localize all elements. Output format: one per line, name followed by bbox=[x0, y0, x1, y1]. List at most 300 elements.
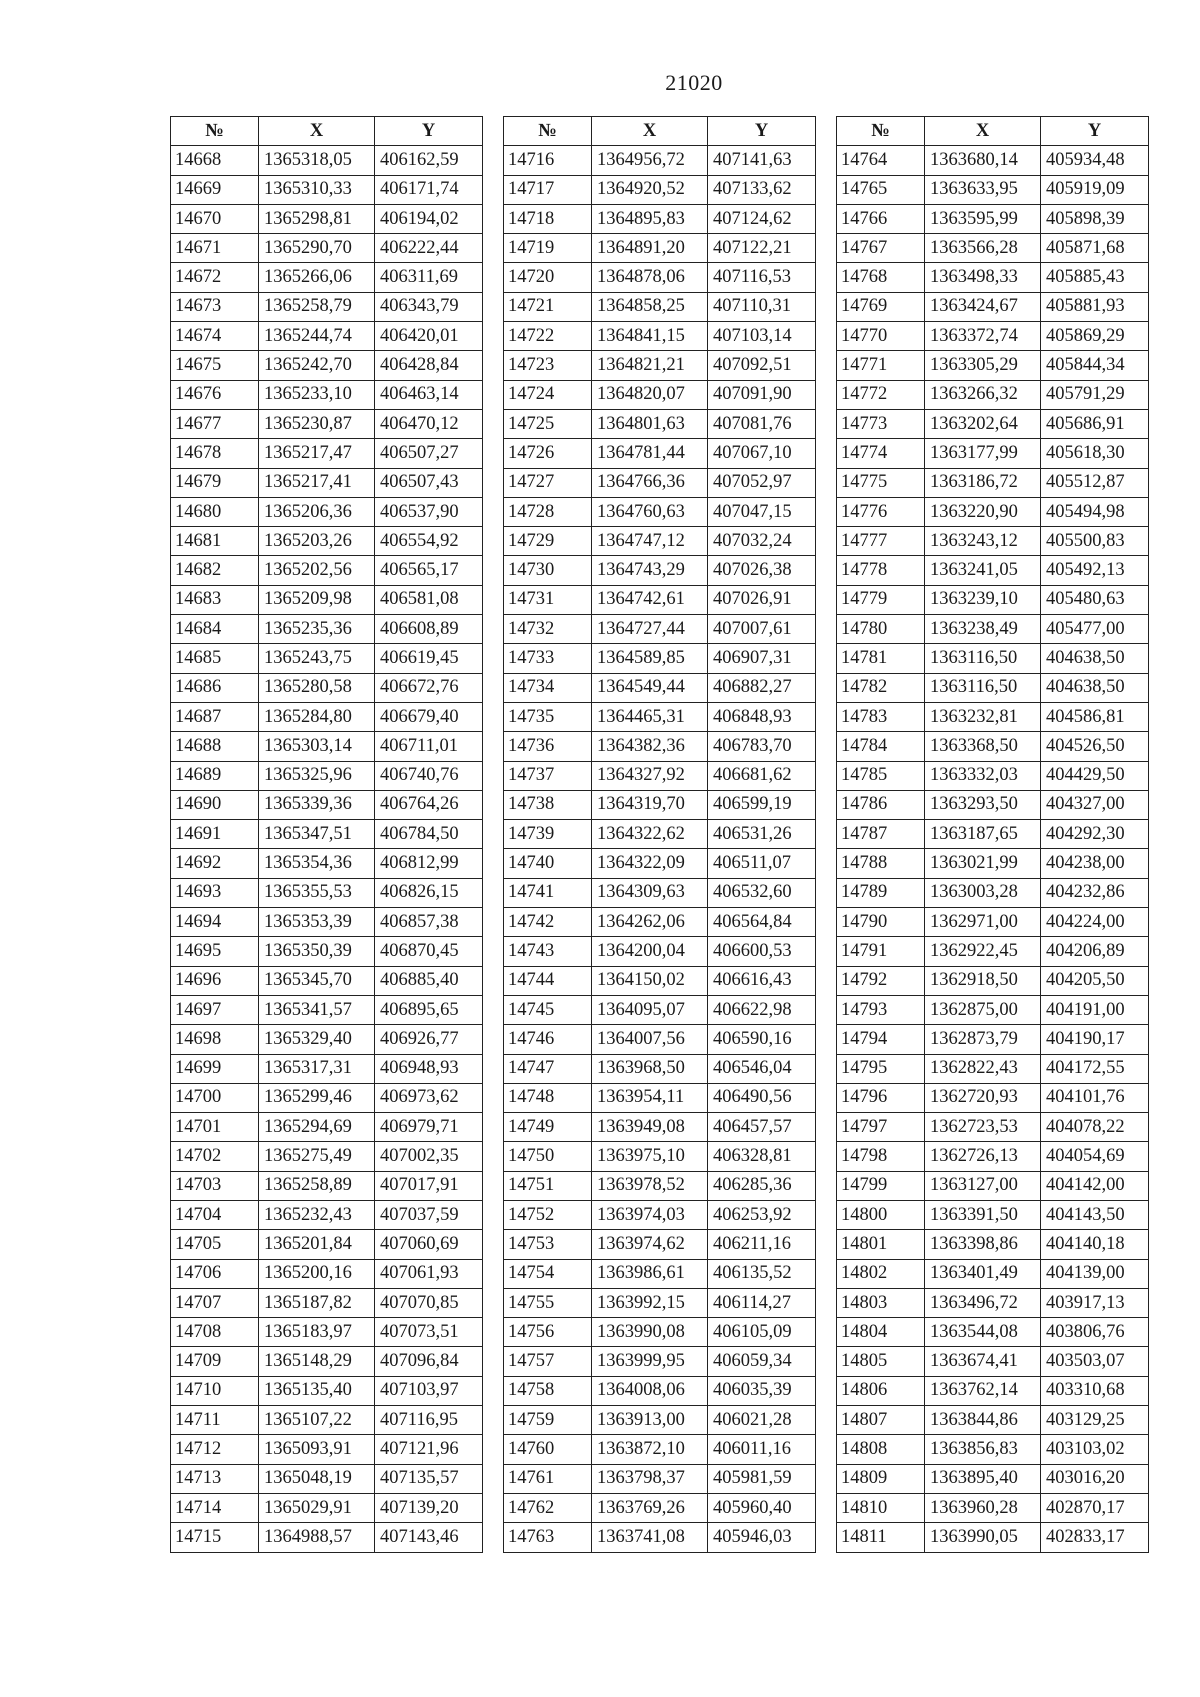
table-row bbox=[504, 615, 816, 644]
table-row bbox=[171, 380, 483, 409]
table-row bbox=[837, 497, 1149, 526]
point-number-cell: 14793 bbox=[837, 995, 925, 1024]
table-row bbox=[171, 292, 483, 321]
table-row bbox=[837, 175, 1149, 204]
coordinate-y-cell: 406926,77 bbox=[375, 1025, 483, 1054]
point-number-cell: 14801 bbox=[837, 1230, 925, 1259]
table-row bbox=[837, 1464, 1149, 1493]
point-number-cell: 14767 bbox=[837, 234, 925, 263]
coordinate-y-cell: 406285,36 bbox=[708, 1171, 816, 1200]
table-row bbox=[171, 1347, 483, 1376]
coordinate-y-cell: 406784,50 bbox=[375, 820, 483, 849]
point-number-cell: 14782 bbox=[837, 673, 925, 702]
column-header-number: № bbox=[171, 117, 259, 146]
point-number-cell: 14672 bbox=[171, 263, 259, 292]
point-number-cell: 14746 bbox=[504, 1025, 592, 1054]
point-number-cell: 14756 bbox=[504, 1318, 592, 1347]
point-number-cell: 14760 bbox=[504, 1435, 592, 1464]
table-row bbox=[504, 1288, 816, 1317]
point-number-cell: 14773 bbox=[837, 409, 925, 438]
table-row bbox=[504, 527, 816, 556]
table-row bbox=[837, 1376, 1149, 1405]
coordinate-x-cell: 1365347,51 bbox=[259, 820, 375, 849]
column-header-x: X bbox=[925, 117, 1041, 146]
table-row bbox=[504, 1171, 816, 1200]
table-row bbox=[504, 175, 816, 204]
coordinate-y-cell: 407110,31 bbox=[708, 292, 816, 321]
coordinate-y-cell: 405869,29 bbox=[1041, 322, 1149, 351]
coordinate-y-cell: 407060,69 bbox=[375, 1230, 483, 1259]
coordinate-x-cell: 1364095,07 bbox=[592, 995, 708, 1024]
coordinate-x-cell: 1365325,96 bbox=[259, 761, 375, 790]
coordinate-x-cell: 1365329,40 bbox=[259, 1025, 375, 1054]
coordinate-x-cell: 1364956,72 bbox=[592, 146, 708, 175]
coordinate-y-cell: 402833,17 bbox=[1041, 1523, 1149, 1552]
coordinate-x-cell: 1363974,62 bbox=[592, 1230, 708, 1259]
table-row bbox=[837, 556, 1149, 585]
point-number-cell: 14796 bbox=[837, 1083, 925, 1112]
coordinate-x-cell: 1363992,15 bbox=[592, 1288, 708, 1317]
coordinate-x-cell: 1365048,19 bbox=[259, 1464, 375, 1493]
table-row bbox=[504, 1200, 816, 1229]
table-row bbox=[504, 908, 816, 937]
point-number-cell: 14757 bbox=[504, 1347, 592, 1376]
coordinate-x-cell: 1363186,72 bbox=[925, 468, 1041, 497]
point-number-cell: 14799 bbox=[837, 1171, 925, 1200]
page-number: 21020 bbox=[665, 70, 723, 95]
point-number-cell: 14745 bbox=[504, 995, 592, 1024]
coordinate-x-cell: 1365258,89 bbox=[259, 1171, 375, 1200]
table-row bbox=[504, 1025, 816, 1054]
coordinate-x-cell: 1363978,52 bbox=[592, 1171, 708, 1200]
coordinate-y-cell: 405477,00 bbox=[1041, 615, 1149, 644]
coordinate-y-cell: 407073,51 bbox=[375, 1318, 483, 1347]
coordinate-x-cell: 1362918,50 bbox=[925, 966, 1041, 995]
coordinate-y-cell: 406490,56 bbox=[708, 1083, 816, 1112]
coordinate-x-cell: 1363368,50 bbox=[925, 732, 1041, 761]
coordinate-x-cell: 1364200,04 bbox=[592, 937, 708, 966]
coordinate-x-cell: 1363544,08 bbox=[925, 1318, 1041, 1347]
coordinate-y-cell: 406222,44 bbox=[375, 234, 483, 263]
coordinate-x-cell: 1365294,69 bbox=[259, 1113, 375, 1142]
coordinate-x-cell: 1363116,50 bbox=[925, 644, 1041, 673]
table-row bbox=[837, 1435, 1149, 1464]
table-row bbox=[837, 468, 1149, 497]
coordinate-y-cell: 406507,27 bbox=[375, 439, 483, 468]
point-number-cell: 14749 bbox=[504, 1113, 592, 1142]
coordinate-x-cell: 1362723,53 bbox=[925, 1113, 1041, 1142]
coordinate-y-cell: 405871,68 bbox=[1041, 234, 1149, 263]
point-number-cell: 14784 bbox=[837, 732, 925, 761]
table-row bbox=[171, 1288, 483, 1317]
table-row bbox=[171, 556, 483, 585]
coordinate-x-cell: 1365275,49 bbox=[259, 1142, 375, 1171]
coordinate-y-cell: 405686,91 bbox=[1041, 409, 1149, 438]
coordinate-x-cell: 1364878,06 bbox=[592, 263, 708, 292]
coordinate-y-cell: 406740,76 bbox=[375, 761, 483, 790]
table-row bbox=[171, 146, 483, 175]
point-number-cell: 14704 bbox=[171, 1200, 259, 1229]
coordinates-table-2 bbox=[503, 116, 816, 1553]
coordinate-y-cell: 406885,40 bbox=[375, 966, 483, 995]
coordinate-y-cell: 403129,25 bbox=[1041, 1406, 1149, 1435]
coordinate-x-cell: 1363187,65 bbox=[925, 820, 1041, 849]
point-number-cell: 14763 bbox=[504, 1523, 592, 1552]
coordinate-x-cell: 1363633,95 bbox=[925, 175, 1041, 204]
point-number-cell: 14669 bbox=[171, 175, 259, 204]
coordinate-y-cell: 406507,43 bbox=[375, 468, 483, 497]
point-number-cell: 14731 bbox=[504, 585, 592, 614]
point-number-cell: 14786 bbox=[837, 790, 925, 819]
table-row bbox=[504, 322, 816, 351]
point-number-cell: 14792 bbox=[837, 966, 925, 995]
table-row bbox=[504, 1347, 816, 1376]
coordinate-x-cell: 1365243,75 bbox=[259, 644, 375, 673]
coordinate-x-cell: 1363202,64 bbox=[925, 409, 1041, 438]
point-number-cell: 14681 bbox=[171, 527, 259, 556]
point-number-cell: 14683 bbox=[171, 585, 259, 614]
coordinate-y-cell: 407139,20 bbox=[375, 1493, 483, 1522]
coordinate-y-cell: 404206,89 bbox=[1041, 937, 1149, 966]
point-number-cell: 14698 bbox=[171, 1025, 259, 1054]
column-header-x: X bbox=[592, 117, 708, 146]
table-row bbox=[837, 351, 1149, 380]
table-row bbox=[837, 409, 1149, 438]
coordinate-y-cell: 404190,17 bbox=[1041, 1025, 1149, 1054]
coordinate-x-cell: 1365135,40 bbox=[259, 1376, 375, 1405]
coordinate-y-cell: 404054,69 bbox=[1041, 1142, 1149, 1171]
table-row bbox=[171, 732, 483, 761]
coordinate-y-cell: 406764,26 bbox=[375, 790, 483, 819]
coordinate-x-cell: 1365200,16 bbox=[259, 1259, 375, 1288]
table-row bbox=[171, 995, 483, 1024]
coordinate-x-cell: 1365148,29 bbox=[259, 1347, 375, 1376]
coordinate-x-cell: 1365107,22 bbox=[259, 1406, 375, 1435]
coordinate-y-cell: 405981,59 bbox=[708, 1464, 816, 1493]
coordinate-y-cell: 406812,99 bbox=[375, 849, 483, 878]
table-row bbox=[171, 937, 483, 966]
coordinate-x-cell: 1363243,12 bbox=[925, 527, 1041, 556]
table-row bbox=[504, 1376, 816, 1405]
table-row bbox=[171, 1406, 483, 1435]
coordinate-x-cell: 1364895,83 bbox=[592, 204, 708, 233]
coordinate-y-cell: 403103,02 bbox=[1041, 1435, 1149, 1464]
table-row bbox=[837, 1054, 1149, 1083]
table-row bbox=[171, 527, 483, 556]
table-row bbox=[171, 1083, 483, 1112]
coordinate-x-cell: 1364801,63 bbox=[592, 409, 708, 438]
coordinate-x-cell: 1363003,28 bbox=[925, 878, 1041, 907]
point-number-cell: 14699 bbox=[171, 1054, 259, 1083]
coordinate-y-cell: 405919,09 bbox=[1041, 175, 1149, 204]
table-row bbox=[837, 908, 1149, 937]
coordinate-y-cell: 407026,91 bbox=[708, 585, 816, 614]
coordinate-y-cell: 406616,43 bbox=[708, 966, 816, 995]
coordinate-x-cell: 1364322,62 bbox=[592, 820, 708, 849]
point-number-cell: 14795 bbox=[837, 1054, 925, 1083]
coordinate-y-cell: 405946,03 bbox=[708, 1523, 816, 1552]
coordinate-y-cell: 402870,17 bbox=[1041, 1493, 1149, 1522]
coordinate-y-cell: 407067,10 bbox=[708, 439, 816, 468]
point-number-cell: 14675 bbox=[171, 351, 259, 380]
coordinate-y-cell: 404292,30 bbox=[1041, 820, 1149, 849]
table-row bbox=[504, 673, 816, 702]
coordinate-x-cell: 1363856,83 bbox=[925, 1435, 1041, 1464]
coordinate-x-cell: 1363566,28 bbox=[925, 234, 1041, 263]
coordinate-x-cell: 1365354,36 bbox=[259, 849, 375, 878]
table-row bbox=[837, 1288, 1149, 1317]
table-row bbox=[504, 849, 816, 878]
point-number-cell: 14712 bbox=[171, 1435, 259, 1464]
coordinate-x-cell: 1365299,46 bbox=[259, 1083, 375, 1112]
coordinate-x-cell: 1365201,84 bbox=[259, 1230, 375, 1259]
column-header-y: Y bbox=[708, 117, 816, 146]
coordinate-x-cell: 1364327,92 bbox=[592, 761, 708, 790]
coordinate-y-cell: 407133,62 bbox=[708, 175, 816, 204]
coordinate-y-cell: 406590,16 bbox=[708, 1025, 816, 1054]
table-row bbox=[504, 468, 816, 497]
table-row bbox=[837, 1230, 1149, 1259]
coordinate-y-cell: 404205,50 bbox=[1041, 966, 1149, 995]
coordinate-y-cell: 407092,51 bbox=[708, 351, 816, 380]
point-number-cell: 14750 bbox=[504, 1142, 592, 1171]
coordinate-x-cell: 1364150,02 bbox=[592, 966, 708, 995]
coordinate-y-cell: 406979,71 bbox=[375, 1113, 483, 1142]
point-number-cell: 14753 bbox=[504, 1230, 592, 1259]
coordinate-y-cell: 407002,35 bbox=[375, 1142, 483, 1171]
coordinate-x-cell: 1364319,70 bbox=[592, 790, 708, 819]
coordinate-y-cell: 406328,81 bbox=[708, 1142, 816, 1171]
table-row bbox=[837, 761, 1149, 790]
point-number-cell: 14800 bbox=[837, 1200, 925, 1229]
table-row bbox=[837, 1171, 1149, 1200]
coordinate-y-cell: 406537,90 bbox=[375, 497, 483, 526]
point-number-cell: 14678 bbox=[171, 439, 259, 468]
coordinate-y-cell: 404139,00 bbox=[1041, 1259, 1149, 1288]
table-row bbox=[837, 1318, 1149, 1347]
coordinate-x-cell: 1363305,29 bbox=[925, 351, 1041, 380]
coordinate-x-cell: 1363372,74 bbox=[925, 322, 1041, 351]
coordinate-y-cell: 405844,34 bbox=[1041, 351, 1149, 380]
coordinate-x-cell: 1362922,45 bbox=[925, 937, 1041, 966]
coordinate-y-cell: 406532,60 bbox=[708, 878, 816, 907]
coordinate-y-cell: 406021,28 bbox=[708, 1406, 816, 1435]
coordinate-x-cell: 1365350,39 bbox=[259, 937, 375, 966]
coordinate-y-cell: 406882,27 bbox=[708, 673, 816, 702]
table-row bbox=[837, 380, 1149, 409]
point-number-cell: 14668 bbox=[171, 146, 259, 175]
coordinate-x-cell: 1365284,80 bbox=[259, 702, 375, 731]
coordinate-x-cell: 1365233,10 bbox=[259, 380, 375, 409]
coordinate-y-cell: 406679,40 bbox=[375, 702, 483, 731]
table-row bbox=[837, 1259, 1149, 1288]
coordinate-y-cell: 406848,93 bbox=[708, 702, 816, 731]
table-row bbox=[171, 175, 483, 204]
table-row bbox=[171, 790, 483, 819]
coordinate-y-cell: 407143,46 bbox=[375, 1523, 483, 1552]
coordinate-x-cell: 1364382,36 bbox=[592, 732, 708, 761]
coordinate-x-cell: 1363680,14 bbox=[925, 146, 1041, 175]
coordinate-x-cell: 1364008,06 bbox=[592, 1376, 708, 1405]
coordinate-y-cell: 406895,65 bbox=[375, 995, 483, 1024]
coordinate-y-cell: 404191,00 bbox=[1041, 995, 1149, 1024]
coordinate-x-cell: 1365258,79 bbox=[259, 292, 375, 321]
table-row bbox=[837, 1025, 1149, 1054]
coordinate-x-cell: 1365345,70 bbox=[259, 966, 375, 995]
point-number-cell: 14754 bbox=[504, 1259, 592, 1288]
coordinate-y-cell: 404143,50 bbox=[1041, 1200, 1149, 1229]
coordinate-x-cell: 1362971,00 bbox=[925, 908, 1041, 937]
table-row bbox=[504, 439, 816, 468]
point-number-cell: 14688 bbox=[171, 732, 259, 761]
coordinate-y-cell: 407103,97 bbox=[375, 1376, 483, 1405]
coordinate-y-cell: 405480,63 bbox=[1041, 585, 1149, 614]
point-number-cell: 14769 bbox=[837, 292, 925, 321]
coordinate-x-cell: 1362873,79 bbox=[925, 1025, 1041, 1054]
point-number-cell: 14694 bbox=[171, 908, 259, 937]
table-row bbox=[504, 146, 816, 175]
coordinate-y-cell: 407070,85 bbox=[375, 1288, 483, 1317]
coordinate-y-cell: 407141,63 bbox=[708, 146, 816, 175]
point-number-cell: 14682 bbox=[171, 556, 259, 585]
table-row bbox=[837, 322, 1149, 351]
point-number-cell: 14740 bbox=[504, 849, 592, 878]
point-number-cell: 14690 bbox=[171, 790, 259, 819]
table-row bbox=[504, 790, 816, 819]
point-number-cell: 14806 bbox=[837, 1376, 925, 1405]
table-row bbox=[171, 1464, 483, 1493]
table-row bbox=[837, 527, 1149, 556]
table-row bbox=[504, 995, 816, 1024]
column-header-x: X bbox=[259, 117, 375, 146]
point-number-cell: 14670 bbox=[171, 204, 259, 233]
table-row bbox=[171, 497, 483, 526]
table-row bbox=[837, 702, 1149, 731]
coordinate-y-cell: 405512,87 bbox=[1041, 468, 1149, 497]
coordinate-x-cell: 1364841,15 bbox=[592, 322, 708, 351]
coordinate-y-cell: 407007,61 bbox=[708, 615, 816, 644]
coordinate-x-cell: 1364743,29 bbox=[592, 556, 708, 585]
table-row bbox=[171, 204, 483, 233]
point-number-cell: 14759 bbox=[504, 1406, 592, 1435]
coordinate-y-cell: 407121,96 bbox=[375, 1435, 483, 1464]
table-row bbox=[171, 702, 483, 731]
coordinate-y-cell: 406619,45 bbox=[375, 644, 483, 673]
coordinate-x-cell: 1363968,50 bbox=[592, 1054, 708, 1083]
table-row bbox=[504, 1083, 816, 1112]
table-row bbox=[837, 292, 1149, 321]
point-number-cell: 14680 bbox=[171, 497, 259, 526]
coordinate-y-cell: 404172,55 bbox=[1041, 1054, 1149, 1083]
coordinate-x-cell: 1363266,32 bbox=[925, 380, 1041, 409]
coordinate-y-cell: 406581,08 bbox=[375, 585, 483, 614]
coordinate-y-cell: 403310,68 bbox=[1041, 1376, 1149, 1405]
coordinate-y-cell: 407047,15 bbox=[708, 497, 816, 526]
coordinate-y-cell: 406554,92 bbox=[375, 527, 483, 556]
coordinate-y-cell: 407116,95 bbox=[375, 1406, 483, 1435]
table-row bbox=[837, 1142, 1149, 1171]
coordinate-y-cell: 405494,98 bbox=[1041, 497, 1149, 526]
point-number-cell: 14778 bbox=[837, 556, 925, 585]
point-number-cell: 14789 bbox=[837, 878, 925, 907]
coordinate-y-cell: 406420,01 bbox=[375, 322, 483, 351]
point-number-cell: 14729 bbox=[504, 527, 592, 556]
table-row bbox=[504, 937, 816, 966]
coordinate-y-cell: 407122,21 bbox=[708, 234, 816, 263]
table-row bbox=[504, 409, 816, 438]
coordinate-y-cell: 406311,69 bbox=[375, 263, 483, 292]
coordinate-x-cell: 1364858,25 bbox=[592, 292, 708, 321]
point-number-cell: 14768 bbox=[837, 263, 925, 292]
coordinate-x-cell: 1363999,95 bbox=[592, 1347, 708, 1376]
coordinate-x-cell: 1365209,98 bbox=[259, 585, 375, 614]
table-row bbox=[504, 702, 816, 731]
coordinate-x-cell: 1363974,03 bbox=[592, 1200, 708, 1229]
table-row bbox=[837, 1406, 1149, 1435]
point-number-cell: 14709 bbox=[171, 1347, 259, 1376]
point-number-cell: 14715 bbox=[171, 1523, 259, 1552]
point-number-cell: 14766 bbox=[837, 204, 925, 233]
point-number-cell: 14785 bbox=[837, 761, 925, 790]
point-number-cell: 14722 bbox=[504, 322, 592, 351]
table-row bbox=[171, 1200, 483, 1229]
coordinate-x-cell: 1363424,67 bbox=[925, 292, 1041, 321]
coordinate-x-cell: 1363595,99 bbox=[925, 204, 1041, 233]
coordinate-y-cell: 406114,27 bbox=[708, 1288, 816, 1317]
point-number-cell: 14685 bbox=[171, 644, 259, 673]
table-body bbox=[171, 146, 483, 1552]
coordinate-x-cell: 1365318,05 bbox=[259, 146, 375, 175]
point-number-cell: 14691 bbox=[171, 820, 259, 849]
table-row bbox=[837, 204, 1149, 233]
table-row bbox=[504, 1464, 816, 1493]
coordinate-x-cell: 1363239,10 bbox=[925, 585, 1041, 614]
coordinate-x-cell: 1364262,06 bbox=[592, 908, 708, 937]
coordinate-y-cell: 407061,93 bbox=[375, 1259, 483, 1288]
point-number-cell: 14772 bbox=[837, 380, 925, 409]
coordinate-y-cell: 404101,76 bbox=[1041, 1083, 1149, 1112]
coordinate-y-cell: 404140,18 bbox=[1041, 1230, 1149, 1259]
coordinate-y-cell: 405881,93 bbox=[1041, 292, 1149, 321]
point-number-cell: 14762 bbox=[504, 1493, 592, 1522]
coordinate-y-cell: 404586,81 bbox=[1041, 702, 1149, 731]
coordinate-y-cell: 406681,62 bbox=[708, 761, 816, 790]
coordinate-y-cell: 404238,00 bbox=[1041, 849, 1149, 878]
coordinate-x-cell: 1362726,13 bbox=[925, 1142, 1041, 1171]
coordinate-y-cell: 406463,14 bbox=[375, 380, 483, 409]
table-row bbox=[504, 1113, 816, 1142]
coordinate-x-cell: 1365244,74 bbox=[259, 322, 375, 351]
coordinate-x-cell: 1364727,44 bbox=[592, 615, 708, 644]
coordinate-y-cell: 404429,50 bbox=[1041, 761, 1149, 790]
table-row bbox=[837, 1523, 1149, 1552]
column-header-number: № bbox=[504, 117, 592, 146]
coordinates-table-1 bbox=[170, 116, 483, 1553]
coordinate-x-cell: 1364589,85 bbox=[592, 644, 708, 673]
point-number-cell: 14774 bbox=[837, 439, 925, 468]
coordinate-x-cell: 1363949,08 bbox=[592, 1113, 708, 1142]
table-row bbox=[171, 1230, 483, 1259]
coordinate-y-cell: 406973,62 bbox=[375, 1083, 483, 1112]
coordinate-x-cell: 1363913,00 bbox=[592, 1406, 708, 1435]
point-number-cell: 14687 bbox=[171, 702, 259, 731]
coordinate-y-cell: 406622,98 bbox=[708, 995, 816, 1024]
point-number-cell: 14723 bbox=[504, 351, 592, 380]
table-row bbox=[504, 292, 816, 321]
coordinate-x-cell: 1362720,93 bbox=[925, 1083, 1041, 1112]
coordinate-x-cell: 1365235,36 bbox=[259, 615, 375, 644]
coordinate-x-cell: 1363986,61 bbox=[592, 1259, 708, 1288]
